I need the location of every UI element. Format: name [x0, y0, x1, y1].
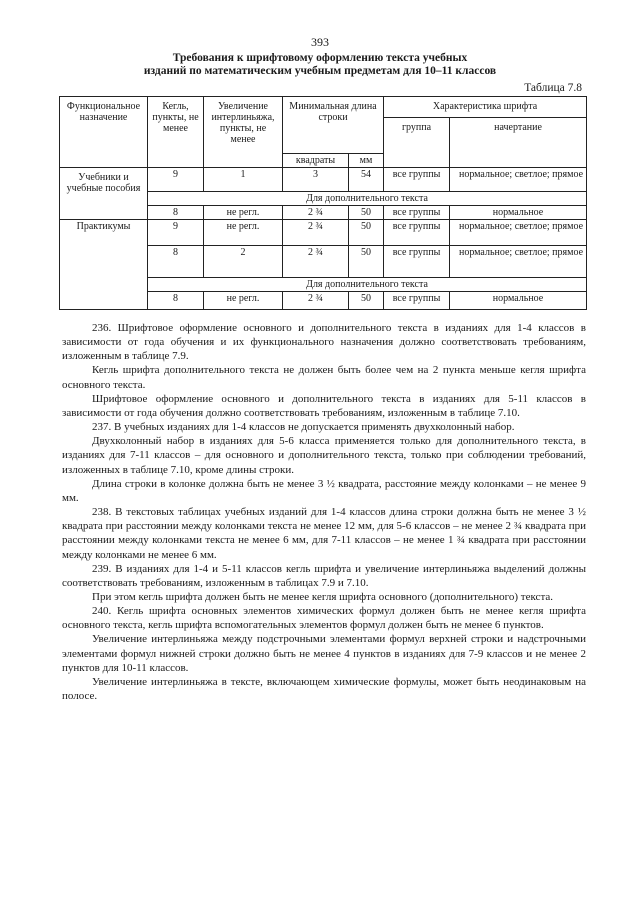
- cell-group: все группы: [384, 246, 450, 278]
- table-row: [60, 168, 587, 192]
- paragraph: 238. В текстовых таблицах учебных изданий для 1-4 классов длина строки должна быть не менее 3 ½ квадрата при расстоянии между колонками текста не менее 12 мм, для 5-6 классов – не менее 2 ¾ квадрата при расстоянии между колонками текста не менее 6 мм, для 7-11 классов – не менее 1 ¾ квадрата при расстоянии между колонками не менее 6 мм.: [62, 506, 586, 561]
- additional-text-note: Для дополнительного текста: [148, 278, 587, 292]
- page-number: 393: [311, 35, 329, 49]
- title-line-1: Требования к шрифтовому оформлению текста учебных: [172, 52, 468, 64]
- title-line-2: изданий по математическим учебным предметам для 10–11 классов: [143, 65, 497, 77]
- paragraph: Кегль шрифта дополнительного текста не должен быть более чем на 2 пункта меньше кегля шрифта основного текста.: [62, 364, 586, 391]
- paragraph: 239. В изданиях для 1-4 и 5-11 классов кегль шрифта и увеличение интерлиньяжа выделений должны соответствовать требованиям, изложенным в таблицах 7.9 и 7.10.: [62, 562, 586, 589]
- cell-mm: 50: [349, 220, 384, 246]
- cell-interline: не регл.: [204, 206, 283, 220]
- cell-interline: не регл.: [204, 220, 283, 246]
- cell-mm: 50: [349, 206, 384, 220]
- row-label-workshops: Практикумы: [60, 220, 148, 310]
- row-label-textbooks: Учебники и учебные пособия: [60, 168, 148, 220]
- header-style: начертание: [450, 118, 587, 168]
- header-min-line-length: Минимальная длина строки: [283, 97, 384, 154]
- paragraph: 237. В учебных изданиях для 1-4 классов не допускается применять двухколонный набор.: [92, 421, 515, 434]
- cell-mm: 54: [349, 168, 384, 192]
- paragraph: При этом кегль шрифта должен быть не менее кегля шрифта основного (дополнительного) текста.: [92, 590, 554, 603]
- cell-quadrats: 2 ¾: [283, 206, 349, 220]
- additional-text-note: Для дополнительного текста: [148, 192, 587, 206]
- cell-mm: 50: [349, 246, 384, 278]
- header-function: Функциональное назначение: [60, 97, 148, 168]
- cell-interline: 1: [204, 168, 283, 192]
- cell-style: нормальное; светлое; прямое: [450, 246, 587, 278]
- cell-size: 9: [148, 168, 204, 192]
- header-group: группа: [384, 118, 450, 168]
- cell-quadrats: 3: [283, 168, 349, 192]
- paragraph: Длина строки в колонке должна быть не менее 3 ½ квадрата, расстояние между колонками – не менее 9 мм.: [62, 477, 586, 504]
- header-interline: Увеличение интерлиньяжа, пункты, не менее: [204, 97, 283, 168]
- cell-quadrats: 2 ¾: [283, 246, 349, 278]
- cell-group: все группы: [384, 168, 450, 192]
- cell-quadrats: 2 ¾: [283, 220, 349, 246]
- cell-quadrats: 2 ¾: [283, 292, 349, 310]
- paragraph: Увеличение интерлиньяжа между подстрочными элементами формул верхней строки и надстрочными элементами формул нижней строки должно быть не менее 4 пунктов в изданиях для 7-9 классов и не менее 2 пунктов для 10-11 классов.: [62, 633, 586, 674]
- paragraph: 236. Шрифтовое оформление основного и дополнительного текста в изданиях для 1-4 классов в зависимости от года обучения и их функционального назначения должно соответствовать требованиям, изложенным в таблице 7.9.: [62, 322, 586, 363]
- cell-style: нормальное; светлое; прямое: [450, 220, 587, 246]
- cell-style: нормальное: [450, 292, 587, 310]
- paragraph: Шрифтовое оформление основного и дополнительного текста в изданиях для 5-11 классов в зависимости от года обучения должно соответствовать требованиям, изложенным в таблице 7.10.: [62, 392, 586, 419]
- paragraph: Двухколонный набор в изданиях для 5-6 класса применяется только для дополнительного текста, в изданиях для 7-11 классов – для основного и дополнительного текста, только при соблюдении требований, изложенных в таблице 7.10, кроме длины строки.: [62, 435, 586, 476]
- cell-style: нормальное: [450, 206, 587, 220]
- table-row: [60, 220, 587, 246]
- cell-size: 9: [148, 220, 204, 246]
- cell-size: 8: [148, 246, 204, 278]
- header-font-characteristics: Характеристика шрифта: [384, 97, 587, 118]
- cell-interline: не регл.: [204, 292, 283, 310]
- cell-group: все группы: [384, 220, 450, 246]
- header-font-size: Кегль, пункты, не менее: [148, 97, 204, 168]
- paragraph: Увеличение интерлиньяжа в тексте, включающем химические формулы, может быть неодинаковым на полосе.: [62, 675, 586, 703]
- header-mm: мм: [349, 154, 384, 168]
- cell-size: 8: [148, 292, 204, 310]
- table-label: Таблица 7.8: [524, 82, 582, 94]
- cell-size: 8: [148, 206, 204, 220]
- document-title: [60, 52, 580, 78]
- cell-interline: 2: [204, 246, 283, 278]
- cell-group: все группы: [384, 206, 450, 220]
- requirements-table: [59, 96, 587, 310]
- paragraph: 240. Кегль шрифта основных элементов химических формул должен быть не менее кегля шрифта основного текста, кегль шрифта вспомогательных элементов формул должен быть не менее 6 пунктов.: [62, 605, 586, 632]
- cell-style: нормальное; светлое; прямое: [450, 168, 587, 192]
- cell-group: все группы: [384, 292, 450, 310]
- body-text: [62, 321, 586, 703]
- cell-mm: 50: [349, 292, 384, 310]
- header-quadrats: квадраты: [283, 154, 349, 168]
